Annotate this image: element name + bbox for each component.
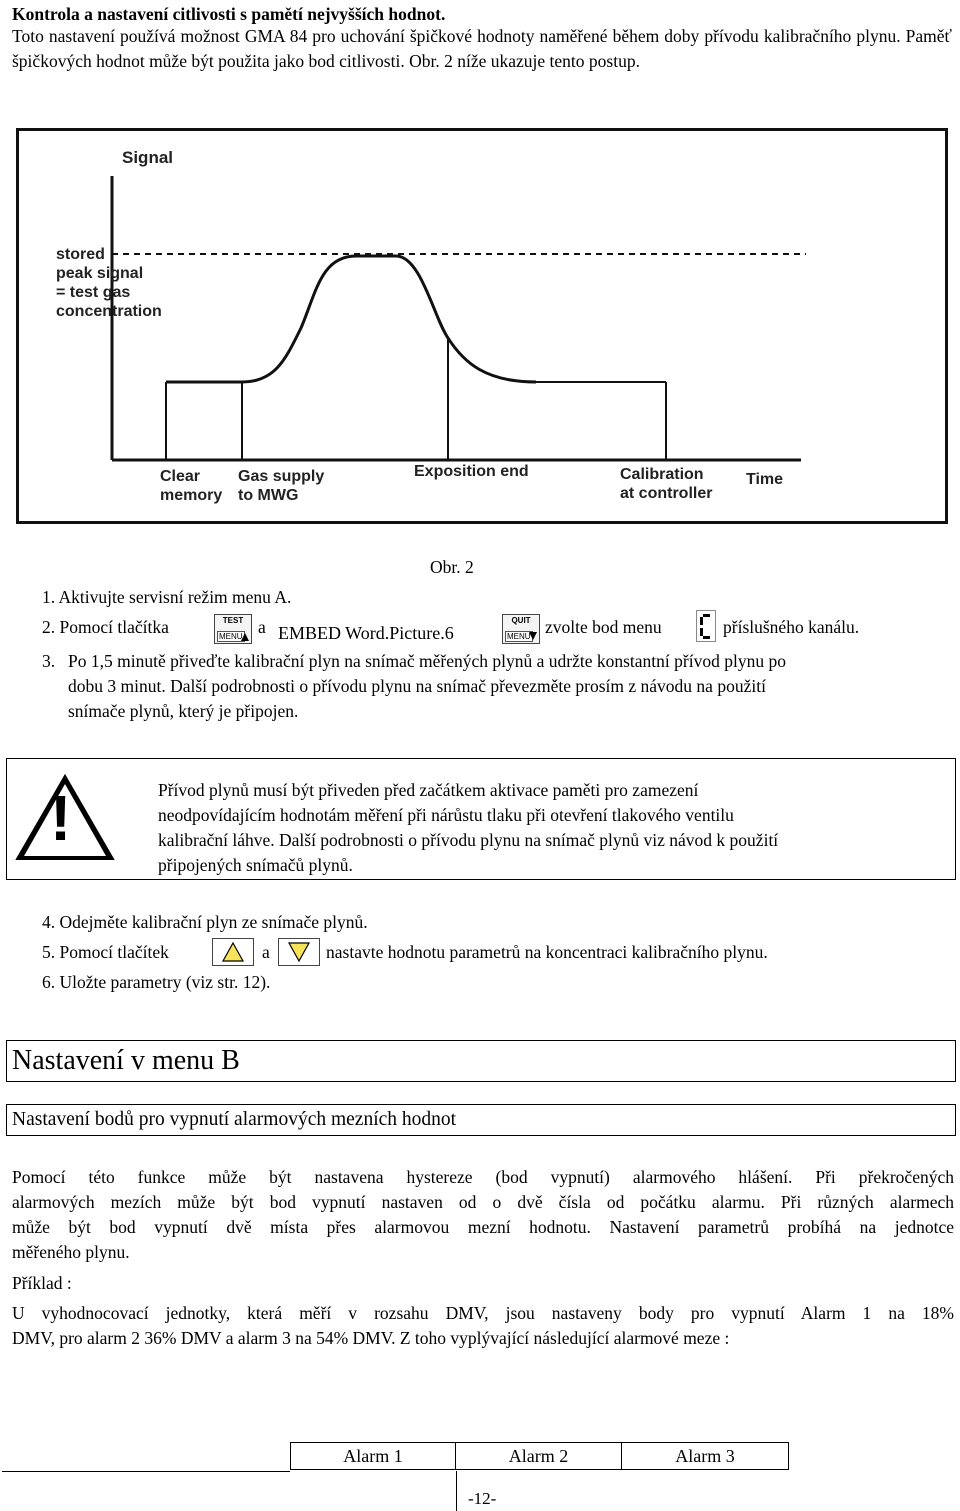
exclamation-glyph: ! [50, 782, 72, 854]
step-2-and: a [258, 617, 266, 637]
stored-peak-label: stored peak signal = test gas concentration [56, 246, 162, 320]
step-5-and: a [262, 942, 270, 962]
page-title: Kontrola a nastavení citlivosti s pamětí nejvyšších hodnot. [12, 4, 446, 24]
example-text: U vyhodnocovací jednotky, která měří v rozsahu DMV, jsou nastaveny body pro vypnutí Alarm 1 na 18% DMV, pro alarm 2 36% DMV a alarm 3 na 54% DMV. Z toho vyplývající následující alarmové meze : [12, 1303, 954, 1348]
intro-paragraph: Toto nastavení používá možnost GMA 84 pro uchování špičkové hodnoty naměřené během doby přívodu kalibračního plynu. Paměť špičkových hodnot může být použita jako bod citlivosti. Obr. 2 níže ukazuje tento postup. [12, 26, 952, 71]
step-4: 4. Odejměte kalibrační plyn ze snímače plynů. [42, 912, 368, 932]
signal-label: Signal [122, 148, 174, 167]
menu-point-display-icon [696, 610, 716, 642]
step-6: 6. Uložte parametry (viz str. 12). [42, 972, 271, 992]
gas-supply-label: Gas supply to MWG [238, 468, 325, 504]
test-menu-up-button[interactable] [214, 614, 252, 644]
clear-memory-label: Clear memory [160, 468, 223, 504]
warning-text: Přívod plynů musí být přiveden před začátkem aktivace paměti pro zamezení neodpovídajícím hodnotám měření při nárůstu tlaku při otevření tlakového ventilu kalibrační láhve. Další podrobnosti o přívodu plynu na snímač plynů viz návod k použití připojených snímačů plynů. [158, 780, 779, 875]
up-arrow-icon [241, 633, 249, 641]
figure-caption: Obr. 2 [430, 557, 474, 577]
table-column-line [456, 1471, 457, 1511]
alarm-1-header: Alarm 1 [290, 1442, 456, 1470]
step-5-suffix: nastavte hodnotu parametrů na koncentraci kalibračního plynu. [326, 942, 768, 962]
step-3-text: Po 1,5 minutě přiveďte kalibrační plyn na snímač měřených plynů a udržte konstantní přívod plynu po dobu 3 minut. Další podrobnosti o přívodu plynu na snímač převezměte prosím z návodu na použití snímače plynů, který je připojen. [68, 651, 786, 721]
subheading: Nastavení bodů pro vypnutí alarmových mezních hodnot [12, 1109, 457, 1130]
time-label: Time [746, 471, 784, 488]
calibration-label: Calibration at controller [620, 466, 713, 502]
alarm-3-header: Alarm 3 [621, 1442, 789, 1470]
step-2-suffix: příslušného kanálu. [723, 617, 860, 637]
page-number: -12- [468, 1489, 497, 1508]
step-3-number: 3. [42, 651, 56, 671]
example-label: Příklad : [12, 1273, 72, 1293]
step-2-choose: zvolte bod menu [545, 617, 662, 637]
table-left-line [2, 1471, 290, 1472]
down-arrow-icon [529, 632, 537, 640]
down-button[interactable] [278, 938, 320, 966]
up-button[interactable] [212, 938, 254, 966]
embed-placeholder: EMBED Word.Picture.6 [278, 623, 454, 643]
signal-curve [166, 256, 536, 382]
step-5-prefix: 5. Pomocí tlačítek [42, 942, 169, 962]
step-1: 1. Aktivujte servisní režim menu A. [42, 587, 292, 607]
step-2-prefix: 2. Pomocí tlačítka [42, 617, 169, 637]
quit-menu-down-button[interactable] [502, 614, 540, 644]
quit-label: QUIT [511, 616, 531, 625]
exposition-end-label: Exposition end [414, 463, 529, 480]
alarm-2-header: Alarm 2 [455, 1442, 622, 1470]
menu-label: MENU [219, 632, 243, 641]
section-paragraph: Pomocí této funkce může být nastavena hystereze (bod vypnutí) alarmového hlášení. Při překročených alarmových mezích může být bod vypnutí nastaven od o dvě čísla od počátku alarmu. Při různých alarmech může být bod vypnutí dvě místa přes alarmovou mezní hodnotu. Nastavení parametrů probíhá na jednotce měřeného plynu. [12, 1167, 954, 1262]
test-label: TEST [222, 616, 244, 625]
section-heading: Nastavení v menu B [12, 1045, 240, 1076]
menu-label: MENU [507, 632, 531, 641]
